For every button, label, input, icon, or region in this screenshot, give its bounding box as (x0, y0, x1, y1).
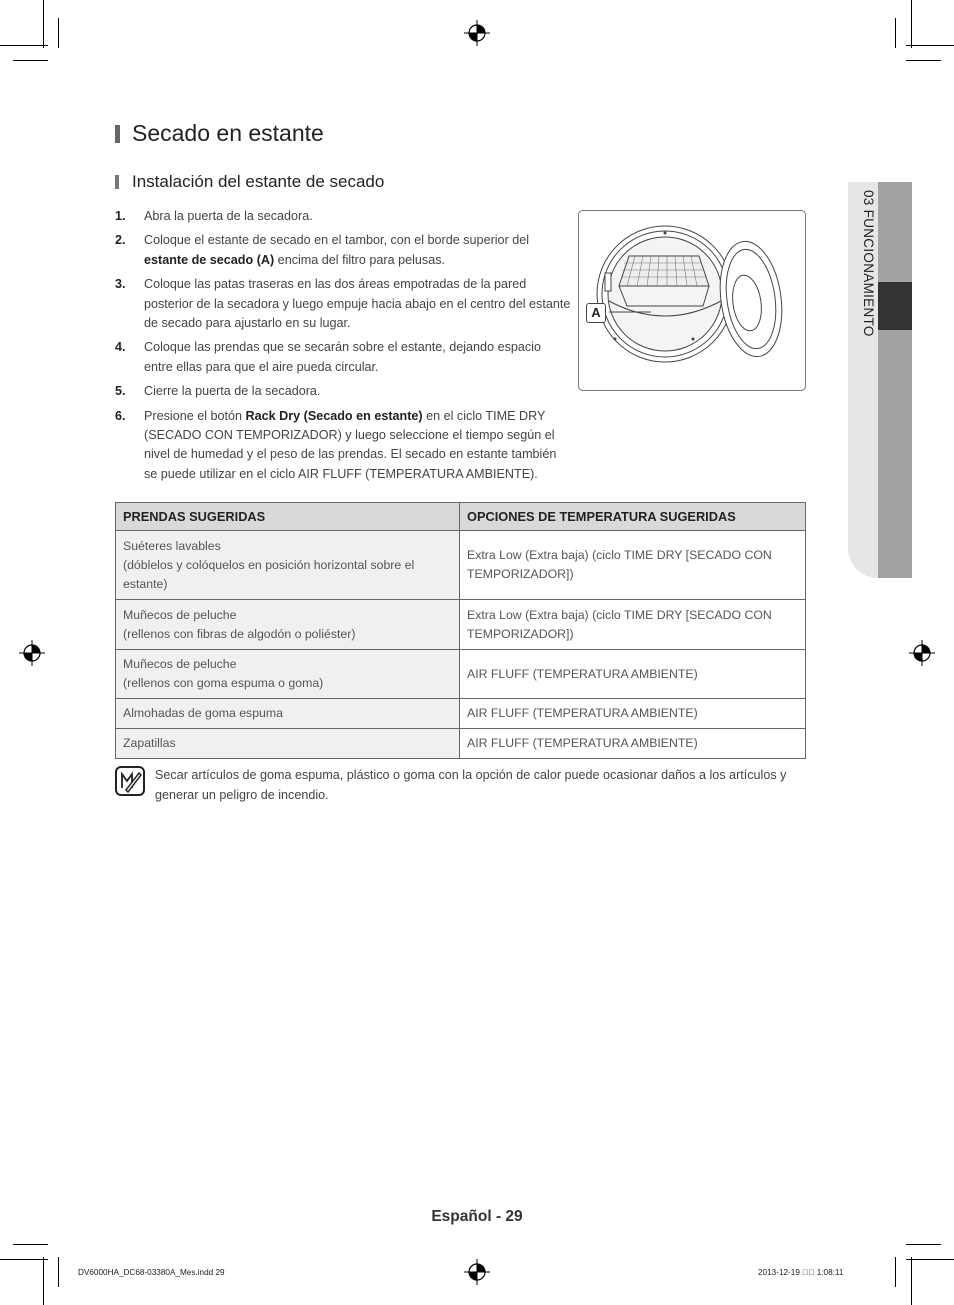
table-row (116, 600, 806, 650)
title-bar (115, 125, 120, 143)
caution-note-text: Secar artículos de goma espuma, plástico o goma con la opción de calor puede ocasionar daños a los artículos y generar un peligro de incendio. (155, 768, 787, 802)
list-item (115, 338, 573, 377)
section-heading (115, 172, 384, 192)
steps-list (115, 207, 573, 489)
page-title (115, 120, 324, 147)
step-text: Coloque las patas traseras en las dos áreas empotradas de la pared posterior de la secadora y luego empuje hacia abajo en el centro del estante de secado para ajustarlo en su lugar. (144, 277, 571, 331)
registration-mark-left (19, 640, 45, 666)
dryer-rack-illustration (578, 210, 806, 391)
table-row (116, 650, 806, 699)
print-slug-timestamp: 2013-12-19 ￿￿ 1:08:11 (758, 1268, 844, 1277)
suggested-items-table (115, 502, 806, 759)
print-slug-filename: DV6000HA_DC68-03380A_Mes.indd 29 (78, 1268, 225, 1277)
side-tab-stripe (878, 182, 912, 578)
table-row (116, 699, 806, 729)
section-heading-text: Instalación del estante de secado (132, 172, 385, 191)
caution-note (115, 766, 805, 805)
page-title-text: Secado en estante (132, 120, 324, 146)
callout-label-a: A (586, 303, 606, 323)
table-cell-option: Extra Low (Extra baja) (ciclo TIME DRY [SECADO CON TEMPORIZADOR]) (460, 531, 806, 600)
list-item (115, 207, 573, 226)
list-item (115, 231, 573, 270)
step-number: 3. (115, 277, 126, 292)
step-text: Coloque las prendas que se secarán sobre el estante, dejando espacio entre ellas para que el aire pueda circular. (144, 340, 541, 374)
caution-note-icon (115, 766, 145, 796)
table-cell-item: Suéteres lavables (dóblelos y colóquelos en posición horizontal sobre el estante) (116, 531, 460, 600)
step-number: 2. (115, 233, 126, 248)
dryer-drum-drawing (579, 211, 805, 390)
table-cell-item: Zapatillas (116, 729, 460, 759)
table-header: PRENDAS SUGERIDAS (116, 503, 460, 531)
side-tab-marker (878, 282, 912, 330)
step-number: 4. (115, 340, 126, 355)
table-cell-option: AIR FLUFF (TEMPERATURA AMBIENTE) (460, 650, 806, 699)
table-header-row (116, 503, 806, 531)
step-number: 6. (115, 408, 126, 423)
page-number: Español - 29 (431, 1208, 523, 1225)
step-text: Presione el botón Rack Dry (Secado en estante) en el ciclo TIME DRY (SECADO CON TEMPORIZADOR) y luego seleccione el tiempo según el nivel de humedad y el peso de las prendas. El secado en estante también se puede utilizar en el ciclo AIR FLUFF (TEMPERATURA AMBIENTE). (144, 408, 557, 481)
table-cell-option: Extra Low (Extra baja) (ciclo TIME DRY [SECADO CON TEMPORIZADOR]) (460, 600, 806, 650)
table-cell-option: AIR FLUFF (TEMPERATURA AMBIENTE) (460, 729, 806, 759)
step-number: 1. (115, 209, 126, 223)
table-cell-option: AIR FLUFF (TEMPERATURA AMBIENTE) (460, 699, 806, 729)
list-item (115, 407, 573, 485)
registration-mark-bottom (464, 1259, 490, 1285)
table-row (116, 531, 806, 600)
table-header: OPCIONES DE TEMPERATURA SUGERIDAS (460, 503, 806, 531)
registration-mark-top (464, 20, 490, 46)
registration-mark-right (909, 640, 935, 666)
side-tab-label: 03 FUNCIONAMIENTO (861, 190, 876, 337)
subtitle-bar (115, 175, 119, 189)
table-cell-item: Muñecos de peluche (rellenos con goma espuma o goma) (116, 650, 460, 699)
step-text: Cierre la puerta de la secadora. (144, 384, 321, 399)
table-cell-item: Almohadas de goma espuma (116, 699, 460, 729)
table-row (116, 729, 806, 759)
step-text: Abra la puerta de la secadora. (144, 209, 313, 223)
step-text: Coloque el estante de secado en el tambor, con el borde superior del estante de secado (A) encima del filtro para pelusas. (144, 233, 530, 267)
step-number: 5. (115, 384, 126, 399)
table-cell-item: Muñecos de peluche (rellenos con fibras de algodón o poliéster) (116, 600, 460, 650)
list-item (115, 275, 573, 333)
list-item (115, 382, 573, 401)
